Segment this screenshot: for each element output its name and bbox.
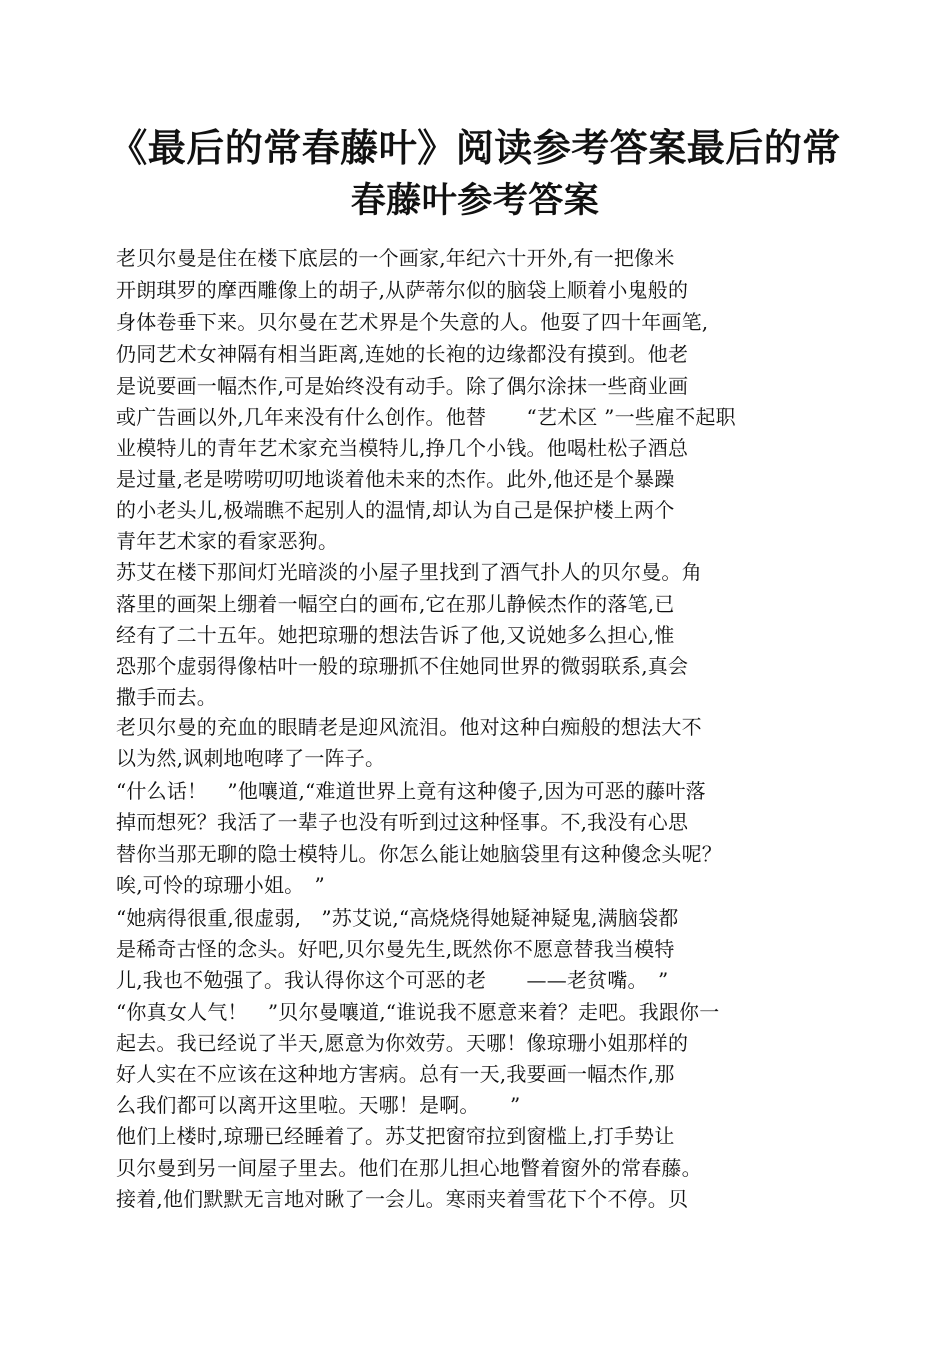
text-line-1: 老贝尔曼是住在楼下底层的一个画家,年纪六十开外,有一把像米 [116,246,675,270]
text-line-6: 或广告画以外,几年来没有什么创作。他替 “艺术区 ”一些雇不起职 [116,405,736,429]
text-line-29: 他们上楼时,琼珊已经睡着了。苏艾把窗帘拉到窗槛上,打手势让 [116,1124,675,1148]
text-line-14: 恐那个虚弱得像枯叶一般的琼珊抓不住她同世界的微弱联系,真会 [116,654,689,678]
text-line-9: 的小老头儿,极端瞧不起别人的温情,却认为自己是保护楼上两个 [116,498,675,522]
document-title-line-2: 春藤叶参考答案 [350,180,600,221]
text-line-16: 老贝尔曼的充血的眼睛老是迎风流泪。他对这种白痴般的想法大不 [116,715,702,739]
text-line-13: 经有了二十五年。她把琼珊的想法告诉了他,又说她多么担心,惟 [116,623,675,647]
text-line-3: 身体卷垂下来。贝尔曼在艺术界是个失意的人。他耍了四十年画笔, [116,310,709,334]
text-line-11: 苏艾在楼下那间灯光暗淡的小屋子里找到了酒气扑人的贝尔曼。角 [116,560,702,584]
text-line-31: 接着,他们默默无言地对瞅了一会儿。寒雨夹着雪花下个不停。贝 [116,1187,689,1211]
text-line-10: 青年艺术家的看家恶狗。 [116,529,339,553]
text-line-15: 撒手而去。 [116,685,217,709]
text-line-24: 儿,我也不勉强了。我认得你这个可恶的老 ——老贫嘴。 ” [116,968,669,992]
text-line-7: 业模特儿的青年艺术家充当模特儿,挣几个小钱。他喝杜松子酒总 [116,436,689,460]
text-line-25: “你真女人气！ ”贝尔曼嚷道,“谁说我不愿意来着？走吧。我跟你一 [116,1000,720,1024]
text-line-30: 贝尔曼到另一间屋子里去。他们在那儿担心地瞥着窗外的常春藤。 [116,1156,702,1180]
text-line-26: 起去。我已经说了半天,愿意为你效劳。天哪！像琼珊小姐那样的 [116,1031,689,1055]
text-line-20: 替你当那无聊的隐士模特儿。你怎么能让她脑袋里有这种傻念头呢？ [116,842,722,866]
text-line-2: 开朗琪罗的摩西雕像上的胡子,从萨蒂尔似的脑袋上顺着小鬼般的 [116,278,689,302]
text-line-8: 是过量,老是唠唠叨叨地谈着他未来的杰作。此外,他还是个暴躁 [116,467,675,491]
text-line-12: 落里的画架上绷着一幅空白的画布,它在那儿静候杰作的落笔,已 [116,592,675,616]
text-line-27: 好人实在不应该在这种地方害病。总有一天,我要画一幅杰作,那 [116,1062,675,1086]
text-line-28: 么我们都可以离开这里啦。天哪！是啊。 ” [116,1093,521,1117]
text-line-17: 以为然,讽刺地咆哮了一阵子。 [116,746,386,770]
text-line-4: 仍同艺术女神隔有相当距离,连她的长袍的边缘都没有摸到。他老 [116,342,689,366]
text-line-21: 唉,可怜的琼珊小姐。 ” [116,873,325,897]
text-line-5: 是说要画一幅杰作,可是始终没有动手。除了偶尔涂抹一些商业画 [116,374,689,398]
text-line-22: “她病得很重,很虚弱, ”苏艾说,“高烧烧得她疑神疑鬼,满脑袋都 [116,906,679,930]
document-title-line-1: 《最后的常春藤叶》阅读参考答案最后的常 [109,126,841,170]
text-line-18: “什么话！ ”他嚷道,“难道世界上竟有这种傻子,因为可恶的藤叶落 [116,779,706,803]
text-line-19: 掉而想死？我活了一辈子也没有听到过这种怪事。不,我没有心思 [116,810,689,834]
text-line-23: 是稀奇古怪的念头。好吧,贝尔曼先生,既然你不愿意替我当模特 [116,937,675,961]
